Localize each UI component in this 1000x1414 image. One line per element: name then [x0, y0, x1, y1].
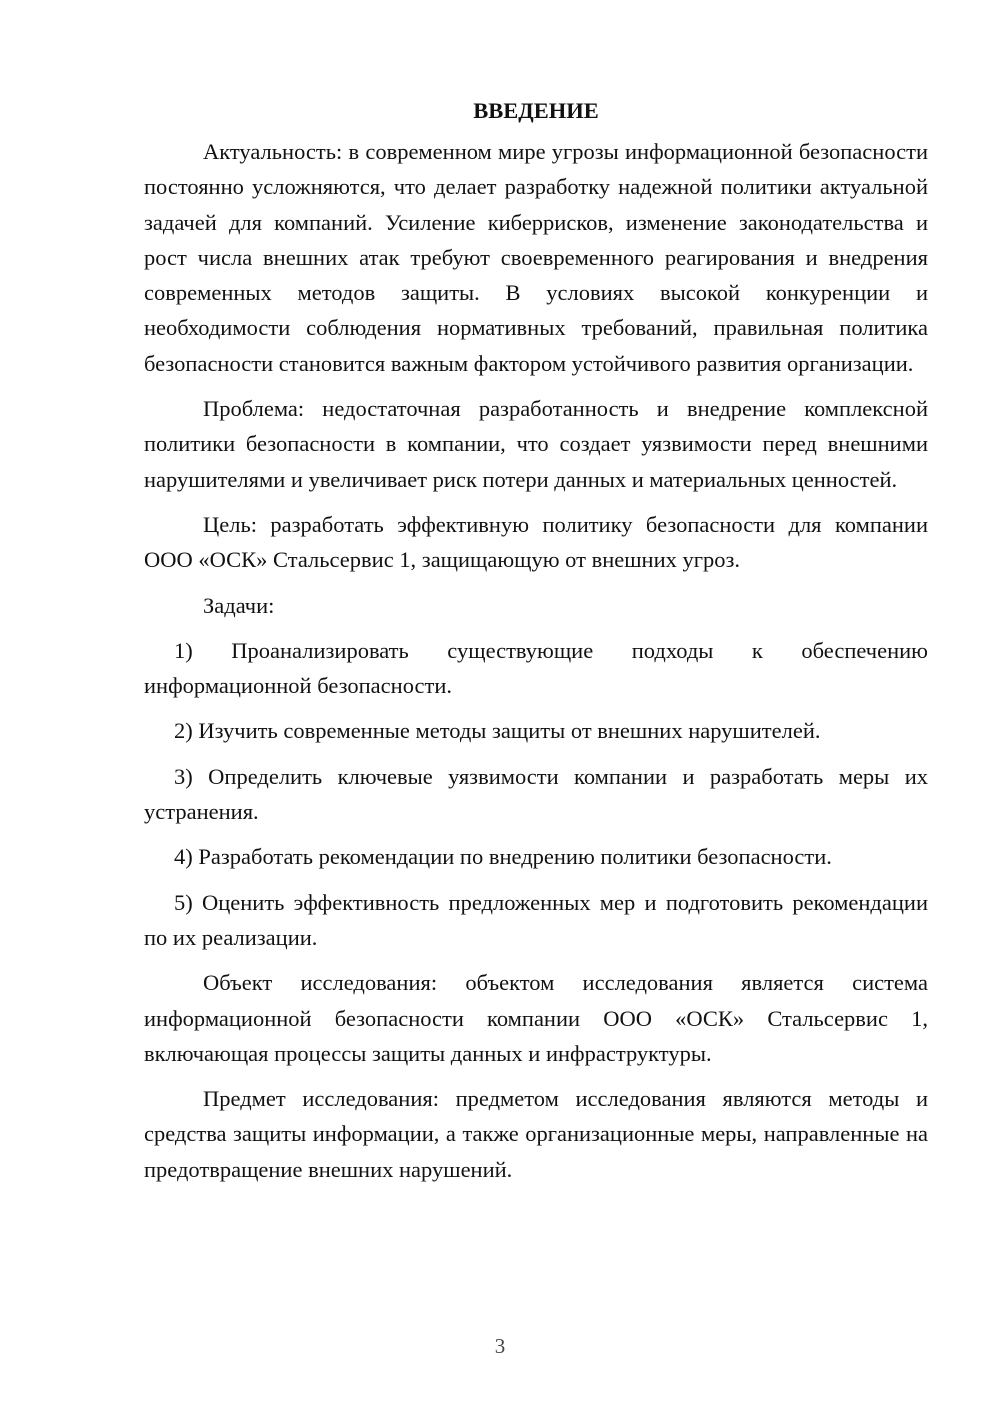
task-item-5: 5) Оценить эффективность предложенных мер и подготовить рекомендации по их реализации.	[144, 889, 928, 950]
task-item-1: 1) Проанализировать существующие подходы к обеспечению информационной безопасности.	[144, 637, 928, 699]
subject-paragraph: Предмет исследования: предметом исследования являются методы и средства защиты информации, а также организационные меры, направленные на предотвращение внешних нарушений.	[144, 1086, 928, 1182]
tasks-heading: Задачи:	[203, 592, 275, 618]
section-title: ВВЕДЕНИЕ	[473, 98, 599, 123]
object-paragraph: Объект исследования: объектом исследования является система информационной безопасности компании ООО «ОСК» Стальсервис 1, включающая процессы защиты данных и инфраструктуры.	[144, 970, 928, 1066]
goal-paragraph: Цель: разработать эффективную политику безопасности для компании ООО «ОСК» Стальсервис 1, защищающую от внешних угроз.	[144, 511, 928, 573]
task-item-3: 3) Определить ключевые уязвимости компании и разработать меры их устранения.	[144, 763, 928, 825]
page-number: 3	[494, 1334, 506, 1358]
problem-paragraph: Проблема: недостаточная разработанность и внедрение комплексной политики безопасности в компании, что создает уязвимости перед внешними нарушителями и увеличивает риск потери данных и материальных ценностей.	[144, 396, 928, 492]
page-content	[144, 93, 928, 1197]
task-item-2: 2) Изучить современные методы защиты от внешних нарушителей.	[174, 718, 821, 744]
task-item-4: 4) Разработать рекомендации по внедрению политики безопасности.	[174, 844, 832, 870]
relevance-paragraph: Актуальность: в современном мире угрозы информационной безопасности постоянно усложняются, что делает разработку надежной политики актуальной задачей для компаний. Усиление киберрисков, изменение законодательства и рост числа внешних атак требуют своевременного реагирования и внедрения современных методов защиты. В условиях высокой конкуренции и необходимости соблюдения нормативных требований, правильная политика безопасности становится важным фактором устойчивого развития организации.	[144, 139, 928, 376]
